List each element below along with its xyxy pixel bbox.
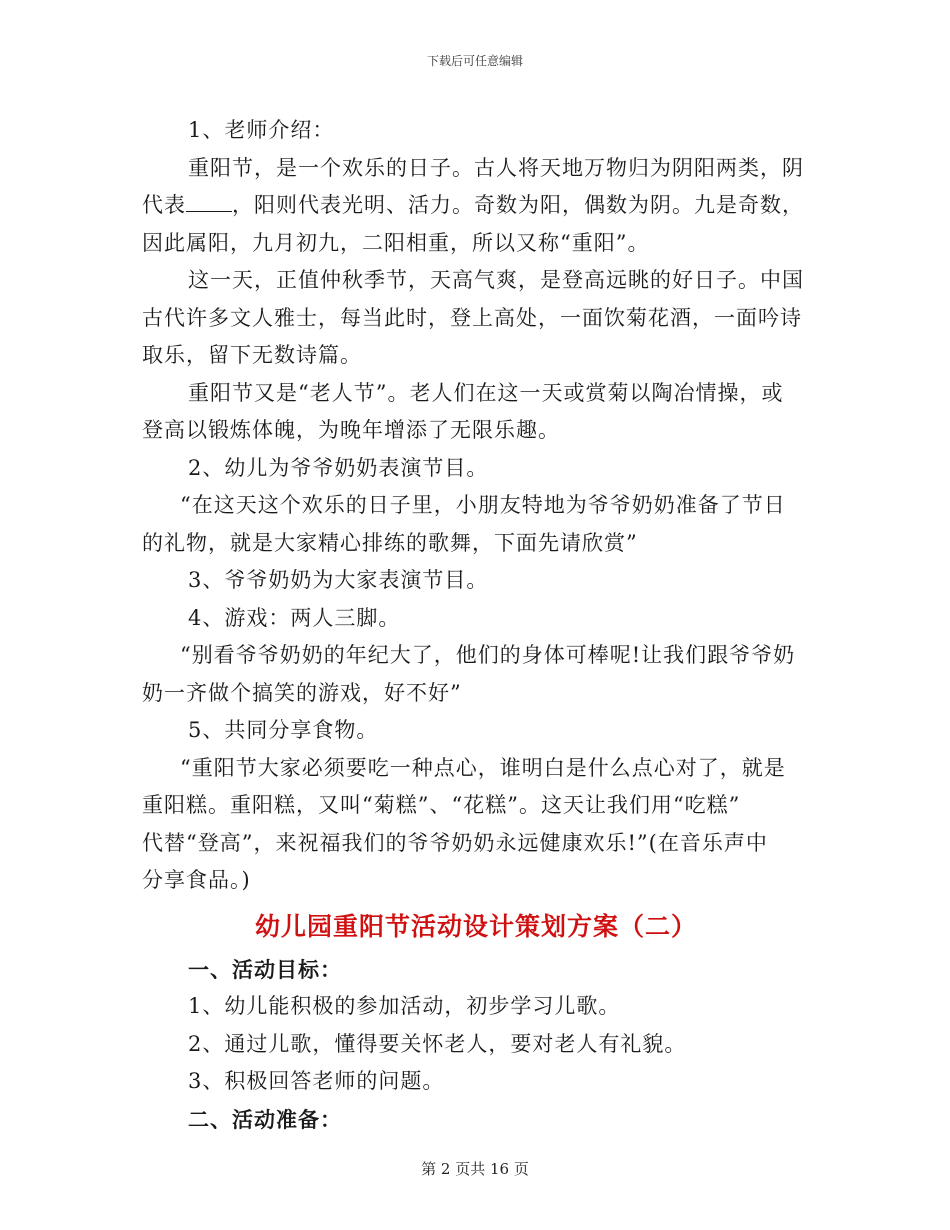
paragraph-line: 分享食品。) [142, 868, 251, 892]
paragraph-line: “重阳节大家必须要吃一种点心，谁明白是什么点心对了，就是 [180, 755, 786, 780]
text-fragment: 代表 [142, 193, 186, 217]
paragraph-line: 2、幼儿为爷爷奶奶表演节目。 [188, 455, 489, 480]
section-title: 幼儿园重阳节活动设计策划方案（二） [254, 911, 697, 941]
text-fragment: ，阳则代表光明、活力。奇数为阳，偶数为阴。九是奇数， [232, 193, 804, 217]
paragraph-line: 的礼物，就是大家精心排练的歌舞，下面先请欣赏” [142, 530, 638, 555]
paragraph-line: 3、爷爷奶奶为大家表演节目。 [188, 568, 489, 592]
paragraph-line: “在这天这个欢乐的日子里，小朋友特地为爷爷奶奶准备了节日 [180, 493, 786, 517]
paragraph-line: 1、老师介绍： [188, 118, 335, 142]
paragraph-line: 登高以锻炼体魄，为晚年增添了无限乐趣。 [142, 418, 560, 442]
paragraph-line: 重阳糕。重阳糕，又叫“菊糕”、“花糕”。这天让我们用“吃糕” [142, 793, 741, 817]
paragraph-line: 因此属阳，九月初九，二阳相重，所以又称“重阳”。 [142, 230, 650, 255]
paragraph-line: 取乐，留下无数诗篇。 [142, 343, 362, 367]
paragraph-line [142, 187, 810, 225]
fill-in-blank [186, 193, 232, 212]
section-heading: 二、活动准备： [188, 1106, 342, 1132]
paragraph-line: 代替“登高”，来祝福我们的爷爷奶奶永远健康欢乐!”(在音乐声中 [142, 830, 768, 855]
section-heading: 一、活动目标： [188, 956, 342, 982]
paragraph-line: 重阳节又是“老人节”。老人们在这一天或赏菊以陶冶情操，或 [188, 380, 784, 405]
paragraph-line: 奶一齐做个搞笑的游戏，好不好” [142, 680, 462, 705]
page-footer: 第 2 页共 16 页 [421, 1160, 529, 1178]
paragraph-line: 这一天，正值仲秋季节，天高气爽，是登高远眺的好日子。中国 [188, 268, 804, 292]
list-item: 3、积极回答老师的问题。 [188, 1069, 445, 1093]
paragraph-line: 古代许多文人雅士，每当此时，登上高处，一面饮菊花酒，一面吟诗 [142, 305, 802, 330]
page-header: 下载后可任意编辑 [426, 54, 523, 68]
paragraph-line: 5、共同分享食物。 [188, 718, 379, 742]
document-body [142, 112, 810, 1138]
paragraph-line: 4、游戏：两人三脚。 [188, 605, 401, 630]
list-item: 1、幼儿能积极的参加活动，初步学习儿歌。 [188, 994, 621, 1018]
list-item: 2、通过儿歌，懂得要关怀老人，要对老人有礼貌。 [188, 1031, 687, 1056]
paragraph-line: 重阳节，是一个欢乐的日子。古人将天地万物归为阴阳两类，阴 [188, 155, 804, 180]
paragraph-line: “别看爷爷奶奶的年纪大了，他们的身体可棒呢!让我们跟爷爷奶 [180, 643, 796, 667]
